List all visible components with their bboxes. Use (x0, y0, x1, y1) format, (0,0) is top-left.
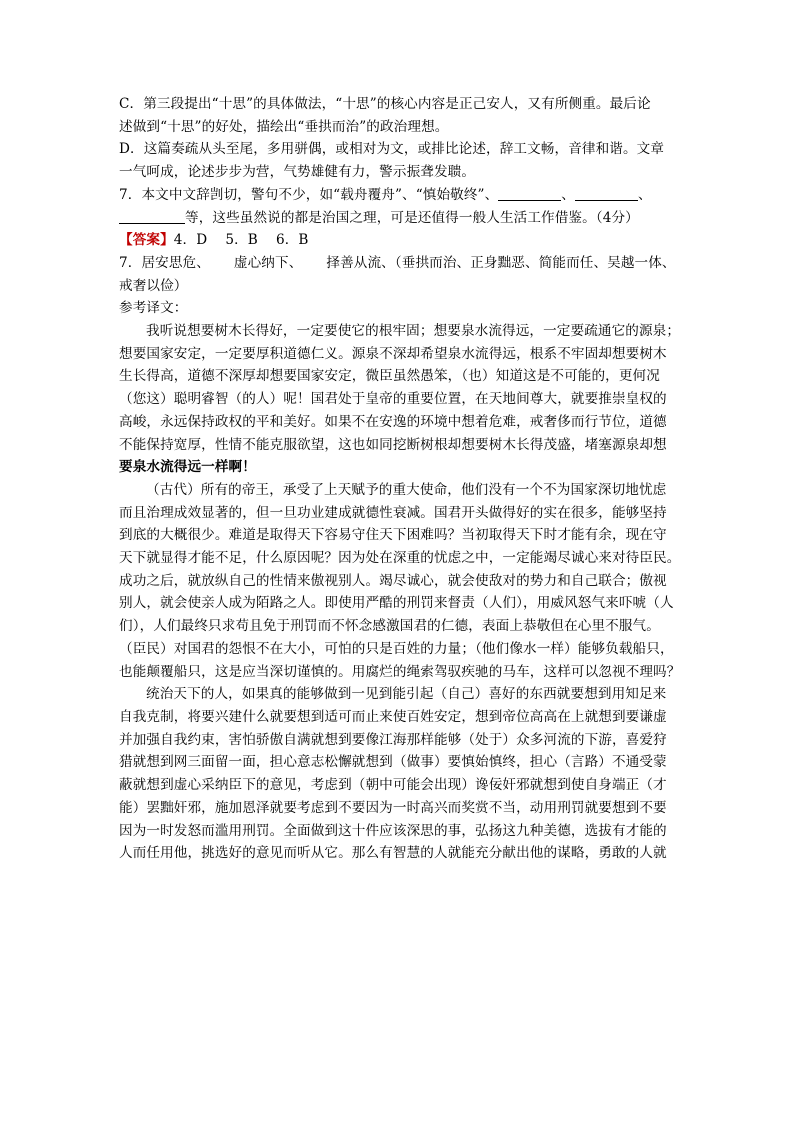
answer-7-item-2: 虚心纳下、 (233, 254, 303, 271)
option-c-line-1: C．第三段提出“十思”的具体做法，“十思”的核心内容是正己安人，又有所侧重。最后论 (119, 96, 651, 112)
paragraph-2-line-3: 到底的大概很少。难道是取得天下容易守住天下困难吗？当初取得天下时才能有余，现在守 (119, 527, 667, 544)
answer-label: 【答案】 (119, 232, 174, 249)
paragraph-3-line-4: 猎就想到网三面留一面，担心意志松懈就想到（做事）要慎始慎终，担心（言路）不通受蒙 (119, 754, 667, 771)
blank-separator: 、 (638, 186, 652, 203)
answer-7-item-3: 择善从流、（垂拱而治、正身黜恶、简能而任、吴越一体、 (326, 254, 676, 271)
option-c-line-2: 述做到“十思”的好处，描绘出“垂拱而治”的政治理想。 (119, 118, 449, 135)
answer-7-line-2: 戒奢以俭） (119, 277, 188, 294)
blank-separator: 、 (561, 186, 575, 203)
paragraph-2-line-1: （古代）所有的帝王，承受了上天赋予的重大使命，他们没有一个不为国家深切地忧虑 (146, 481, 667, 498)
paragraph-3-line-1: 统治天下的人，如果真的能够做到一见到能引起（自己）喜好的东西就要想到用知足来 (146, 686, 667, 703)
question-7-line-1 (119, 184, 675, 207)
paragraph-2-line-4: 天下就显得才能不足，什么原因呢？因为处在深重的忧虑之中，一定能竭尽诚心来对待臣民。 (119, 550, 681, 567)
paragraph-1-line-2: 想要国家安定，一定要厚积道德仁义。源泉不深却希望泉水流得远，根系不牢固却想要树木 (119, 345, 667, 362)
paragraph-1-line-5: 高峻，永远保持政权的平和美好。如果不在安逸的环境中想着危难，戒奢侈而行节位，道德 (119, 413, 667, 430)
answer-line (119, 229, 675, 252)
paragraph-3-line-7: 因为一时发怒而滥用刑罚。全面做到这十件应该深思的事，弘扬这九种美德，选拔有才能的 (119, 822, 667, 839)
paragraph-1-line-3: 生长得高，道德不深厚却想要国家安定，微臣虽然愚笨，（也）知道这是不可能的，更何况 (119, 368, 660, 385)
document-page (119, 93, 681, 865)
answer-values: 4．D 5．B 6．B (173, 232, 309, 249)
answer-blank-1 (498, 186, 561, 201)
paragraph-2-line-5: 成功之后，就放纵自己的性情来傲视别人。竭尽诚心，就会使敌对的势力和自己联合；傲视 (119, 572, 667, 589)
answer-7-item-1: 居安思危、 (141, 254, 210, 271)
paragraph-2-line-2: 而且治理成效显著的，但一旦功业建成就德性衰减。国君开头做得好的实在很多，能够坚持 (119, 504, 667, 521)
paragraph-1-line-1: 我听说想要树木长得好，一定要使它的根牢固；想要泉水流得远，一定要疏通它的源泉； (146, 323, 681, 340)
paragraph-3-line-3: 并加强自我约束，害怕骄傲自满就想到要像江海那样能够（处于）众多河流的下游，喜爱狩 (119, 731, 667, 748)
paragraph-3-line-6: 能）罢黜奸邪，施加恩泽就要考虑到不要因为一时高兴而奖赏不当，动用刑罚就要想到不要 (119, 799, 667, 816)
paragraph-3-line-2: 自我克制，将要兴建什么就要想到适可而止来使百姓安定，想到帝位高高在上就想到要谦虚 (119, 708, 667, 725)
paragraph-2-line-6: 别人，就会使亲人成为陌路之人。即使用严酷的刑罚来督责（人们），用威风怒气来吓唬（人 (119, 595, 674, 612)
paragraph-2-line-8: （臣民）对国君的怨恨不在大小，可怕的只是百姓的力量；（他们像水一样）能够负载船只， (119, 640, 674, 657)
paragraph-3-line-5: 蔽就想到虚心采纳臣下的意见，考虑到（朝中可能会出现）谗佞奸邪就想到使自身端正（才 (119, 777, 667, 794)
option-d-line-2: 一气呵成，论述步步为营，气势雄健有力，警示振聋发聩。 (119, 164, 476, 181)
paragraph-3-line-8: 人而任用他，挑选好的意见而听从它。那么有智慧的人就能充分献出他的谋略，勇敢的人就 (119, 845, 667, 862)
option-d-line-1: D．这篇奏疏从头至尾，多用骈偶，或相对为文，或排比论述，辞工文畅，音律和谐。文章 (119, 141, 665, 158)
paragraph-1-line-7: 要泉水流得远一样啊！ (119, 459, 256, 476)
reference-translation-title: 参考译文： (119, 300, 188, 317)
answer-blank-3 (119, 209, 185, 224)
question-7-line-2 (119, 207, 675, 230)
paragraph-1-line-4: （您这）聪明睿智（的人）呢！国君处于皇帝的重要位置，在天地间尊大，就要推崇皇权的 (119, 391, 667, 408)
answer-7-line-1 (119, 252, 675, 275)
question-7-text-cont: 等，这些虽然说的都是治国之理，可是还值得一般人生活工作借鉴。（4分） (185, 209, 639, 226)
paragraph-1-line-6: 不能保持宽厚，性情不能克服欲望，这也如同挖断树根却想要树木长得茂盛，堵塞源泉却想 (119, 436, 667, 453)
question-7-text: 7．本文中文辞剀切，警句不少，如“载舟覆舟”、“慎始敬终”、 (119, 186, 499, 203)
answer-7-number: 7． (119, 254, 142, 271)
answer-blank-2 (575, 186, 638, 201)
paragraph-2-line-9: 也能颠覆船只，这是应当深切谨慎的。用腐烂的绳索驾驭疾驰的马车，这样可以忽视不理吗？ (119, 663, 681, 680)
paragraph-2-line-7: 们），人们最终只求苟且免于刑罚而不怀念感激国君的仁德，表面上恭敬但在心里不服气。 (119, 618, 660, 635)
